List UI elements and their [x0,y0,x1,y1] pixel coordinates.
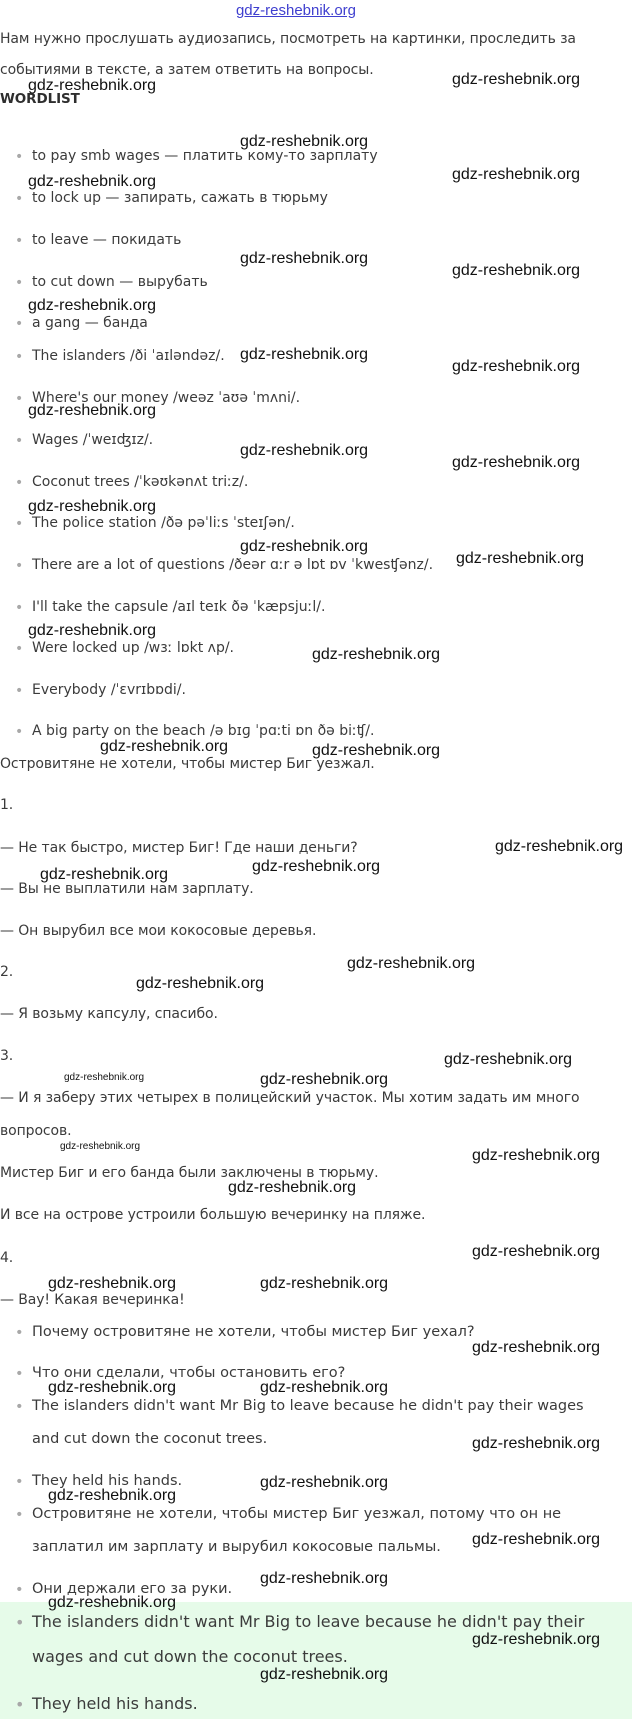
story-number: 4. [0,1250,14,1266]
watermark: gdz-reshebnik.org [452,358,581,375]
watermark: gdz-reshebnik.org [472,1243,601,1260]
watermark: gdz-reshebnik.org [28,402,157,419]
story-line: — Он вырубил все мои кокосовые деревья. [0,923,317,939]
watermark: gdz-reshebnik.org [260,1379,389,1396]
watermark: gdz-reshebnik.org [452,71,581,88]
watermark: gdz-reshebnik.org [456,550,585,567]
watermark: gdz-reshebnik.org [28,622,157,639]
watermark: gdz-reshebnik.org [136,975,265,992]
watermark: gdz-reshebnik.org [444,1051,573,1068]
watermark: gdz-reshebnik.org [260,1071,389,1088]
story-line: вопросов. [0,1123,72,1139]
watermark: gdz-reshebnik.org [472,1147,601,1164]
watermark: gdz-reshebnik.org [452,166,581,183]
watermark: gdz-reshebnik.org [452,454,581,471]
story-line: — Я возьму капсулу, спасибо. [0,1006,218,1022]
watermark: gdz-reshebnik.org [240,133,369,150]
watermark: gdz-reshebnik.org [260,1275,389,1292]
watermark: gdz-reshebnik.org [60,1141,141,1152]
watermark: gdz-reshebnik.org [260,1666,389,1683]
watermark: gdz-reshebnik.org [240,346,369,363]
highlighted-answer-block: • The islanders didn't want Mr Big to leave because he didn't pay their wages and cut down the coconut trees. • They held his hands. [0,1602,632,1719]
watermark: gdz-reshebnik.org [28,498,157,515]
site-link[interactable]: gdz-reshebnik.org [235,2,357,19]
watermark: gdz-reshebnik.org [312,742,441,759]
watermark: gdz-reshebnik.org [312,646,441,663]
watermark: gdz-reshebnik.org [260,1474,389,1491]
intro-line-2: событиями в тексте, а затем ответить на вопросы. [0,62,374,78]
site-header [0,0,632,19]
story-line: — Не так быстро, мистер Биг! Где наши деньги? [0,840,358,856]
watermark: gdz-reshebnik.org [48,1379,177,1396]
story-line: — Вы не выплатили нам зарплату. [0,881,254,897]
story-line: Мистер Биг и его банда были заключены в тюрьму. [0,1165,379,1181]
story-sentence: Островитяне не хотели, чтобы мистер Биг уезжал. [0,756,375,772]
watermark: gdz-reshebnik.org [472,1631,601,1648]
watermark: gdz-reshebnik.org [100,738,229,755]
watermark: gdz-reshebnik.org [472,1435,601,1452]
watermark: gdz-reshebnik.org [240,538,369,555]
intro-line-1: Нам нужно прослушать аудиозапись, посмотреть на картинки, проследить за [0,31,576,47]
watermark: gdz-reshebnik.org [260,1570,389,1587]
watermark: gdz-reshebnik.org [472,1531,601,1548]
watermark: gdz-reshebnik.org [28,173,157,190]
story-number: 2. [0,964,14,980]
watermark: gdz-reshebnik.org [495,838,624,855]
watermark: gdz-reshebnik.org [48,1487,177,1504]
story-number: 1. [0,797,14,813]
story-line: И все на острове устроили большую вечеринку на пляже. [0,1207,426,1223]
watermark: gdz-reshebnik.org [48,1275,177,1292]
watermark: gdz-reshebnik.org [240,250,369,267]
watermark: gdz-reshebnik.org [347,955,476,972]
watermark: gdz-reshebnik.org [472,1339,601,1356]
watermark: gdz-reshebnik.org [64,1072,145,1083]
story-line: — И я заберу этих четырех в полицейский участок. Мы хотим задать им много [0,1090,580,1106]
watermark: gdz-reshebnik.org [28,77,157,94]
watermark: gdz-reshebnik.org [452,262,581,279]
watermark: gdz-reshebnik.org [28,297,157,314]
watermark: gdz-reshebnik.org [240,442,369,459]
watermark: gdz-reshebnik.org [252,858,381,875]
wordlist-heading: WORDLIST [0,91,80,107]
story-line: — Вау! Какая вечеринка! [0,1292,185,1308]
watermark: gdz-reshebnik.org [48,1594,177,1611]
watermark: gdz-reshebnik.org [40,866,169,883]
story-number: 3. [0,1048,14,1064]
watermark: gdz-reshebnik.org [228,1179,357,1196]
